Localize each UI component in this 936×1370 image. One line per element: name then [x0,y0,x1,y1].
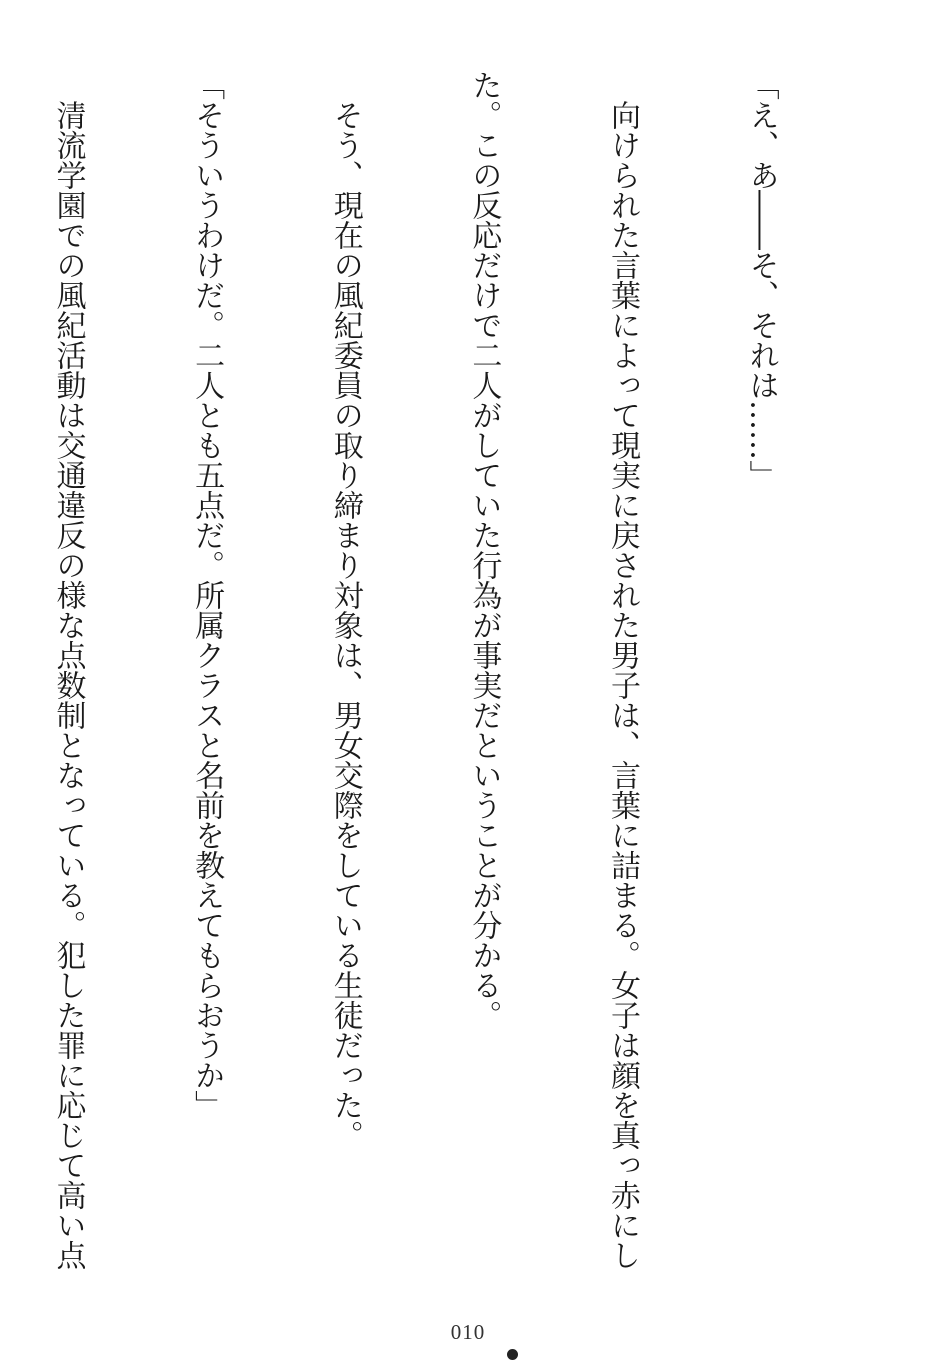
text-line: た。この反応だけで二人がしていた行為が事実だということが分かる。 [466,70,502,1030]
page-number-dot-icon [507,1349,518,1360]
text-line: 清流学園での風紀活動は交通違反の様な点数制となっている。犯した罪に応じて高い点 [50,70,86,1270]
text-line: 「え、あ――そ、それは……」 [743,70,779,490]
body-text [0,70,876,1310]
text-line: そう、現在の風紀委員の取り締まり対象は、男女交際をしている生徒だった。 [327,70,363,1150]
text-line: 向けられた言葉によって現実に戻された男子は、言葉に詰まる。女子は顔を真っ赤にし [604,70,640,1270]
text-line: 「そういうわけだ。二人とも五点だ。所属クラスと名前を教えてもらおうか」 [189,70,225,1120]
page-number: 010 [450,1320,486,1344]
